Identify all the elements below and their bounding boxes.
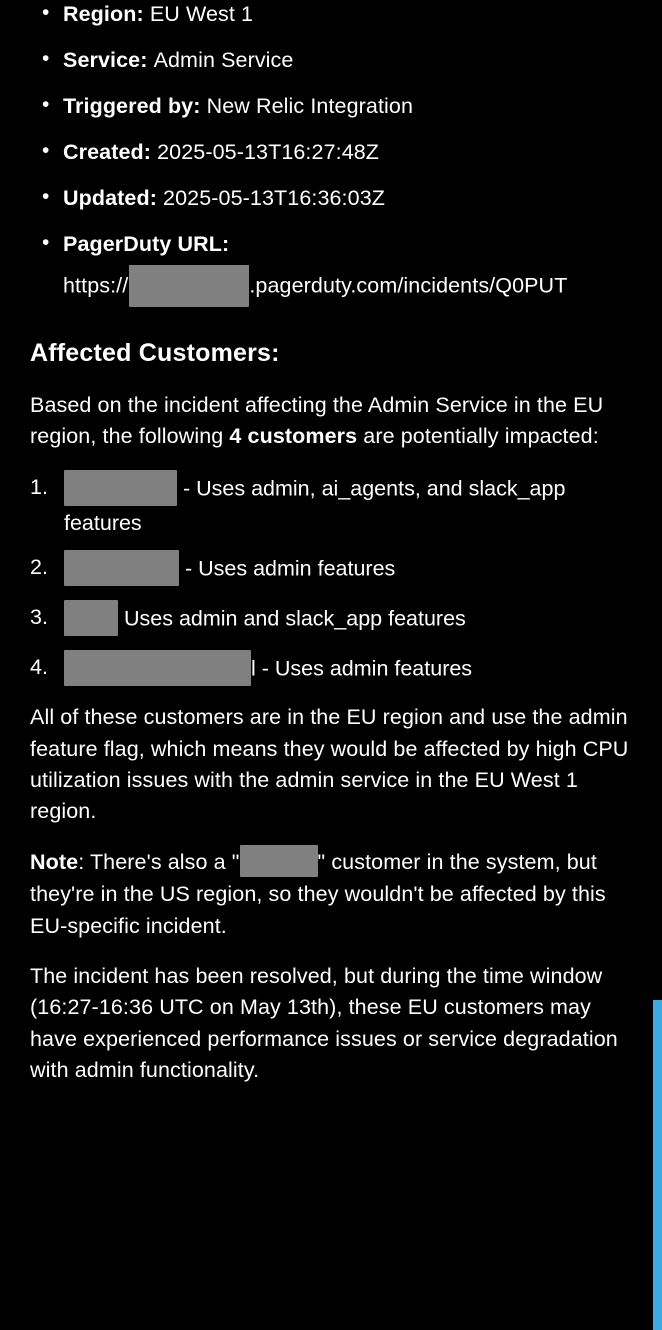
resolution-paragraph: The incident has been resolved, but during the time window (16:27-16:36 UTC on May 13th), these EU customers may have experienced performance issues or service degradation with admin functionality. [30, 963, 618, 1083]
metadata-separator: : [222, 232, 230, 257]
list-item [30, 652, 644, 688]
metadata-label-region: Region [63, 2, 137, 26]
metadata-item-created [30, 138, 644, 167]
metadata-separator: : [136, 2, 150, 26]
metadata-item-updated [30, 184, 644, 213]
metadata-separator: : [193, 94, 207, 119]
metadata-item-pagerduty-url [30, 230, 644, 309]
affected-customers-list [30, 472, 644, 689]
note-paragraph [30, 847, 644, 942]
metadata-item-service [30, 46, 644, 75]
customer-2-description: - Uses admin features [184, 557, 396, 582]
metadata-label-updated: Updated [63, 186, 150, 211]
vertical-scrollbar[interactable] [652, 0, 662, 1330]
pagerduty-url-value[interactable] [63, 265, 644, 309]
intro-text-bold: 4 customers [229, 424, 358, 449]
metadata-label-triggered-by: Triggered by [63, 94, 194, 119]
redaction-block-note-customer [240, 845, 318, 877]
redaction-block-customer-1 [64, 470, 177, 506]
url-suffix: .pagerduty.com/incidents/Q0PUT [249, 273, 568, 298]
metadata-label-service: Service [63, 48, 141, 73]
metadata-separator: : [143, 140, 158, 165]
list-item [30, 602, 644, 638]
redaction-block-customer-4 [64, 650, 251, 686]
note-text-after: " customer in the system, but they're in the US region, so they wouldn't be affected by this EU-specific incident. [30, 849, 606, 938]
list-item [30, 552, 644, 588]
metadata-value-region: EU West 1 [149, 2, 254, 26]
metadata-label-created: Created [63, 140, 144, 165]
url-prefix: https:// [63, 273, 129, 298]
metadata-value-updated: 2025-05-13T16:36:03Z [163, 186, 385, 211]
note-text-before: : There's also a " [78, 849, 240, 874]
metadata-separator: : [140, 48, 154, 73]
metadata-value-service: Admin Service [153, 48, 294, 73]
list-item [30, 472, 644, 539]
metadata-item-region [30, 0, 644, 29]
redaction-block-subdomain [129, 265, 249, 307]
redaction-block-customer-3 [64, 600, 118, 636]
note-label: Note [30, 849, 79, 874]
metadata-item-triggered-by [30, 92, 644, 121]
customer-4-description: l - Uses admin features [251, 657, 473, 682]
affected-customers-intro [30, 390, 644, 453]
customer-1-description: - Uses admin, ai_agents, and slack_app features [64, 476, 566, 535]
affected-customers-heading: Affected Customers: [30, 339, 280, 368]
metadata-value-triggered-by: New Relic Integration [206, 94, 414, 119]
customer-3-description: Uses admin and slack_app features [123, 607, 466, 632]
intro-text-before: Based on the incident affecting the Admin Service in the EU region, the following [30, 393, 604, 449]
metadata-separator: : [149, 186, 164, 211]
metadata-label-pagerduty-url: PagerDuty URL [63, 232, 222, 257]
metadata-value-created: 2025-05-13T16:27:48Z [157, 140, 380, 165]
scrollbar-thumb[interactable] [653, 1000, 662, 1330]
affected-customers-summary: All of these customers are in the EU region and use the admin feature flag, which means they would be affected by high CPU utilization issues with the admin service in the EU West 1 region. [30, 705, 629, 824]
intro-text-after: are potentially impacted: [357, 424, 599, 449]
redaction-block-customer-2 [64, 550, 179, 586]
incident-metadata-list [30, 0, 644, 309]
